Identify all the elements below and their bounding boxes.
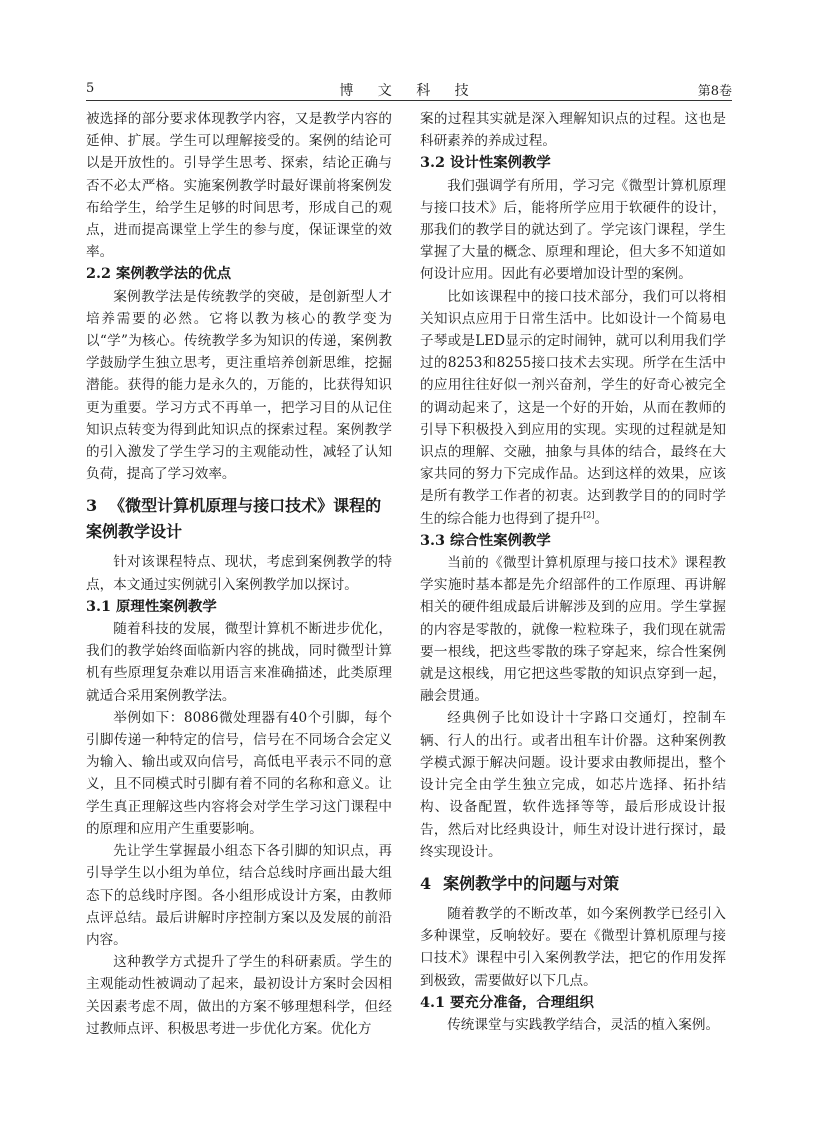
heading-2-2: 2.2 案例教学法的优点 (86, 265, 232, 283)
heading-3-2: 3.2 设计性案例教学 (420, 154, 551, 172)
heading-4-1: 4.1 要充分准备，合理组织 (420, 993, 594, 1011)
right-column (420, 108, 726, 1036)
paragraph-3-3b: 经典例子比如设计十字路口交通灯，控制车辆、行人的出行。或者出租车计价器。这种案例教学模式源于解决问题。设计要求由教师提出，整个设计完全由学生独立完成，如芯片选择、拓扑结构、设备配置，软件选择等等，最后形成设计报告，然后对比经典设计，师生对设计进行探讨，最终实现设计。 (420, 710, 726, 860)
page-number: 5 (86, 81, 95, 96)
paragraph-4-1: 传统课堂与实践教学结合，灵活的植入案例。 (447, 1016, 720, 1033)
paragraph-3-1d: 这种教学方式提升了学生的科研素质。学生的主观能动性被调动了起来，最初设计方案时会因相关因素考虑不周，做出的方案不够理想科学，但经过教师点评、积极思考进一步优化方案。优化方 (86, 954, 392, 1037)
journal-title: 博 文 科 技 (339, 83, 479, 99)
paragraph-2-2: 案例教学法是传统教学的突破，是创新型人才培养需要的必然。它将以教为核心的教学变为以“学”为核心。传统教学多为知识的传递，案例教学鼓励学生独立思考，更注重培养创新思维，挖掘潜能。获得的能力是永久的，万能的，比获得知识更为重要。学习方式不再单一，把学习目的从记住知识点转变为得到此知识点的探索过程。案例教学的引入激发了学生学习的主观能动性，减轻了认知负荷，提高了学习效率。 (86, 288, 392, 483)
paragraph-3-2b (420, 286, 726, 530)
heading-4-number: 4 (420, 873, 432, 893)
heading-3-text: 《微型计算机原理与接口技术》课程的案例教学设计 (86, 496, 382, 542)
heading-4-text: 案例教学中的问题与对策 (443, 873, 620, 893)
heading-3-1: 3.1 原理性案例教学 (86, 597, 217, 615)
paragraph-3-2b-end: 。 (594, 510, 609, 527)
paragraph-3-1c: 先让学生掌握最小组态下各引脚的知识点，再引导学生以小组为单位，结合总线时序画出最大组态下的总线时序图。各小组形成设计方案，由教师点评总结。最后讲解时序控制方案以及发展的前沿内容。 (86, 843, 392, 948)
left-column (86, 108, 392, 1040)
paragraph-3: 针对该课程特点、现状，考虑到案例教学的特点，本文通过实例就引入案例教学加以探讨。 (86, 554, 392, 593)
paragraph-3-1a: 随着科技的发展，微型计算机不断进步优化，我们的教学始终面临新内容的挑战，同时微型计算机有些原理复杂难以用语言来准确描述，此类原理就适合采用案例教学法。 (86, 621, 392, 704)
paragraph-3-2a: 我们强调学有所用，学习完《微型计算机原理与接口技术》后，能将所学应用于软硬件的设计，那我们的教学目的就达到了。学完该门课程，学生掌握了大量的概念、原理和理论，但大多不知道如何设计应用。因此有必要增加设计型的案例。 (420, 177, 726, 283)
heading-4 (420, 871, 726, 897)
heading-3-3: 3.3 综合性案例教学 (420, 531, 551, 549)
heading-3-number: 3 (86, 496, 98, 516)
citation-ref: [2] (583, 510, 595, 520)
running-header (86, 80, 732, 101)
paragraph-3-3a: 当前的《微型计算机原理与接口技术》课程教学实施时基本都是先介绍部件的工作原理、再讲解相关的硬件组成最后讲解涉及到的应用。学生掌握的内容是零散的，就像一粒粒珠子，我们现在就需要一根线，把这些零散的珠子穿起来，综合性案例就是这根线，用它把这些零散的知识点穿到一起，融会贯通。 (420, 555, 726, 705)
paragraph-3-2b-text: 比如该课程中的接口技术部分，我们可以将相关知识点应用于日常生活中。比如设计一个简易电子琴或是LED显示的定时闹钟，就可以利用我们学过的8253和8255接口技术去实现。所学在生活中的应用往往好似一剂兴奋剂，学生的好奇心被完全的调动起来了，这是一个好的开始，从而在教师的引导下积极投入到应用的实现。实现的过程就是知识点的理解、交融，抽象与具体的结合，最终在大家共同的努力下完成作品。达到这样的效果，应该是所有教学工作者的初衷。达到教学目的的同时学生的综合能力也得到了提升 (420, 288, 726, 527)
volume-label: 第8卷 (697, 84, 732, 99)
heading-3 (86, 493, 392, 545)
paragraph-intro: 被选择的部分要求体现教学内容，又是教学内容的延伸、扩展。学生可以理解接受的。案例的结论可以是开放性的。引导学生思考、探索，结论正确与否不必太严格。实施案例教学时最好课前将案例发布给学生，给学生足够的时间思考，形成自己的观点，进而提高课堂上学生的参与度，保证课堂的效率。 (86, 111, 392, 261)
paragraph-continued: 案的过程其实就是深入理解知识点的过程。这也是科研素养的养成过程。 (420, 111, 726, 150)
paragraph-3-1b: 举例如下：8086微处理器有40个引脚，每个引脚传递一种特定的信号，信号在不同场合会定义为输入、输出或双向信号，高低电平表示不同的意义，且不同模式时引脚有着不同的名称和意义。让学生真正理解这些内容将会对学生学习这门课程中的原理和应用产生重要影响。 (86, 709, 392, 837)
paragraph-4: 随着教学的不断改革，如今案例教学已经引入多种课堂，反响较好。要在《微型计算机原理与接口技术》课程中引入案例教学法，把它的作用发挥到极致，需要做好以下几点。 (420, 905, 726, 989)
